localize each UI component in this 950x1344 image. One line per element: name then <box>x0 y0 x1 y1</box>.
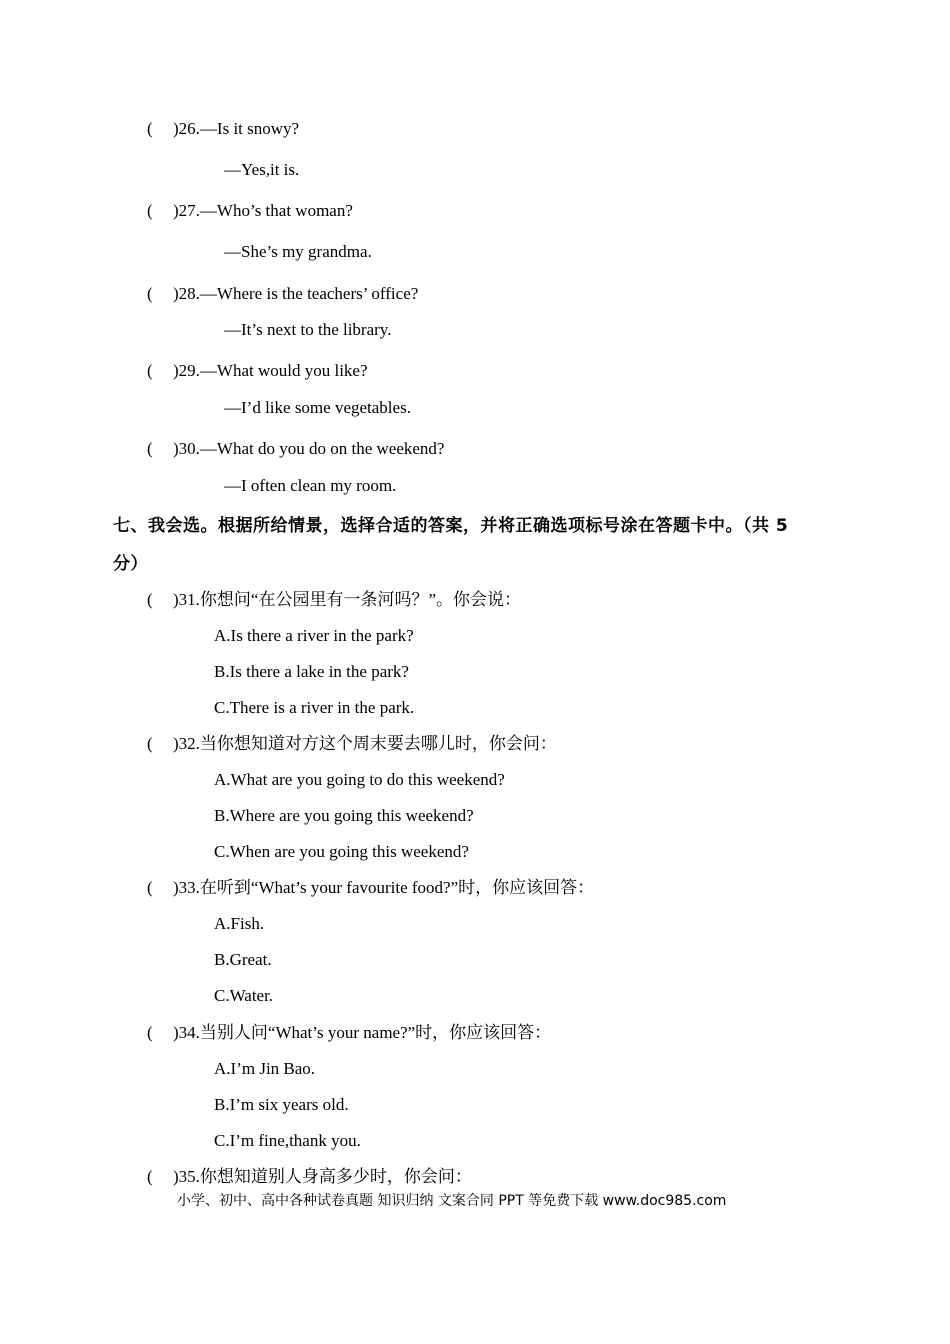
option-31-a: A.Is there a river in the park? <box>214 626 414 645</box>
option-32-b: B.Where are you going this weekend? <box>214 806 474 825</box>
question-32-prompt: ( )32.当你想知道对方这个周末要去哪儿时，你会问： <box>147 734 557 753</box>
question-28: ( )28.—Where is the teachers’ office? <box>147 284 419 303</box>
option-33-c: C.Water. <box>214 986 274 1005</box>
question-33-prompt: ( )33.在听到“What’s your favourite food?”时，你应该回答： <box>147 878 595 897</box>
answer-26: —Yes,it is. <box>224 160 300 179</box>
section-heading: 七、我会选。根据所给情景，选择合适的答案，并将正确选项标号涂在答题卡中。（共 5 <box>113 516 789 536</box>
question-35-prompt: ( )35.你想知道别人身高多少时，你会问： <box>147 1167 472 1186</box>
page-footer: 小学、初中、高中各种试卷真题 知识归纳 文案合同 PPT 等免费下载 www.doc985.com <box>177 1193 727 1209</box>
option-32-c: C.When are you going this weekend? <box>214 842 469 861</box>
option-31-b: B.Is there a lake in the park? <box>214 662 409 681</box>
answer-29: —I’d like some vegetables. <box>224 398 411 417</box>
question-27: ( )27.—Who’s that woman? <box>147 201 353 220</box>
option-31-c: C.There is a river in the park. <box>214 698 415 717</box>
question-29: ( )29.—What would you like? <box>147 361 368 380</box>
option-34-c: C.I’m fine,thank you. <box>214 1131 361 1150</box>
option-34-a: A.I’m Jin Bao. <box>214 1059 316 1078</box>
answer-30: —I often clean my room. <box>224 476 397 495</box>
answer-28: —It’s next to the library. <box>224 320 392 339</box>
option-32-a: A.What are you going to do this weekend? <box>214 770 505 789</box>
question-30: ( )30.—What do you do on the weekend? <box>147 439 445 458</box>
option-34-b: B.I’m six years old. <box>214 1095 349 1114</box>
question-31-prompt: ( )31.你想问“在公园里有一条河吗？”。你会说： <box>147 590 522 609</box>
question-34-prompt: ( )34.当别人问“What’s your name?”时，你应该回答： <box>147 1023 552 1042</box>
option-33-b: B.Great. <box>214 950 272 969</box>
answer-27: —She’s my grandma. <box>224 242 372 261</box>
section-heading-cont: 分） <box>113 554 148 574</box>
option-33-a: A.Fish. <box>214 914 265 933</box>
question-26: ( )26.—Is it snowy? <box>147 119 300 138</box>
